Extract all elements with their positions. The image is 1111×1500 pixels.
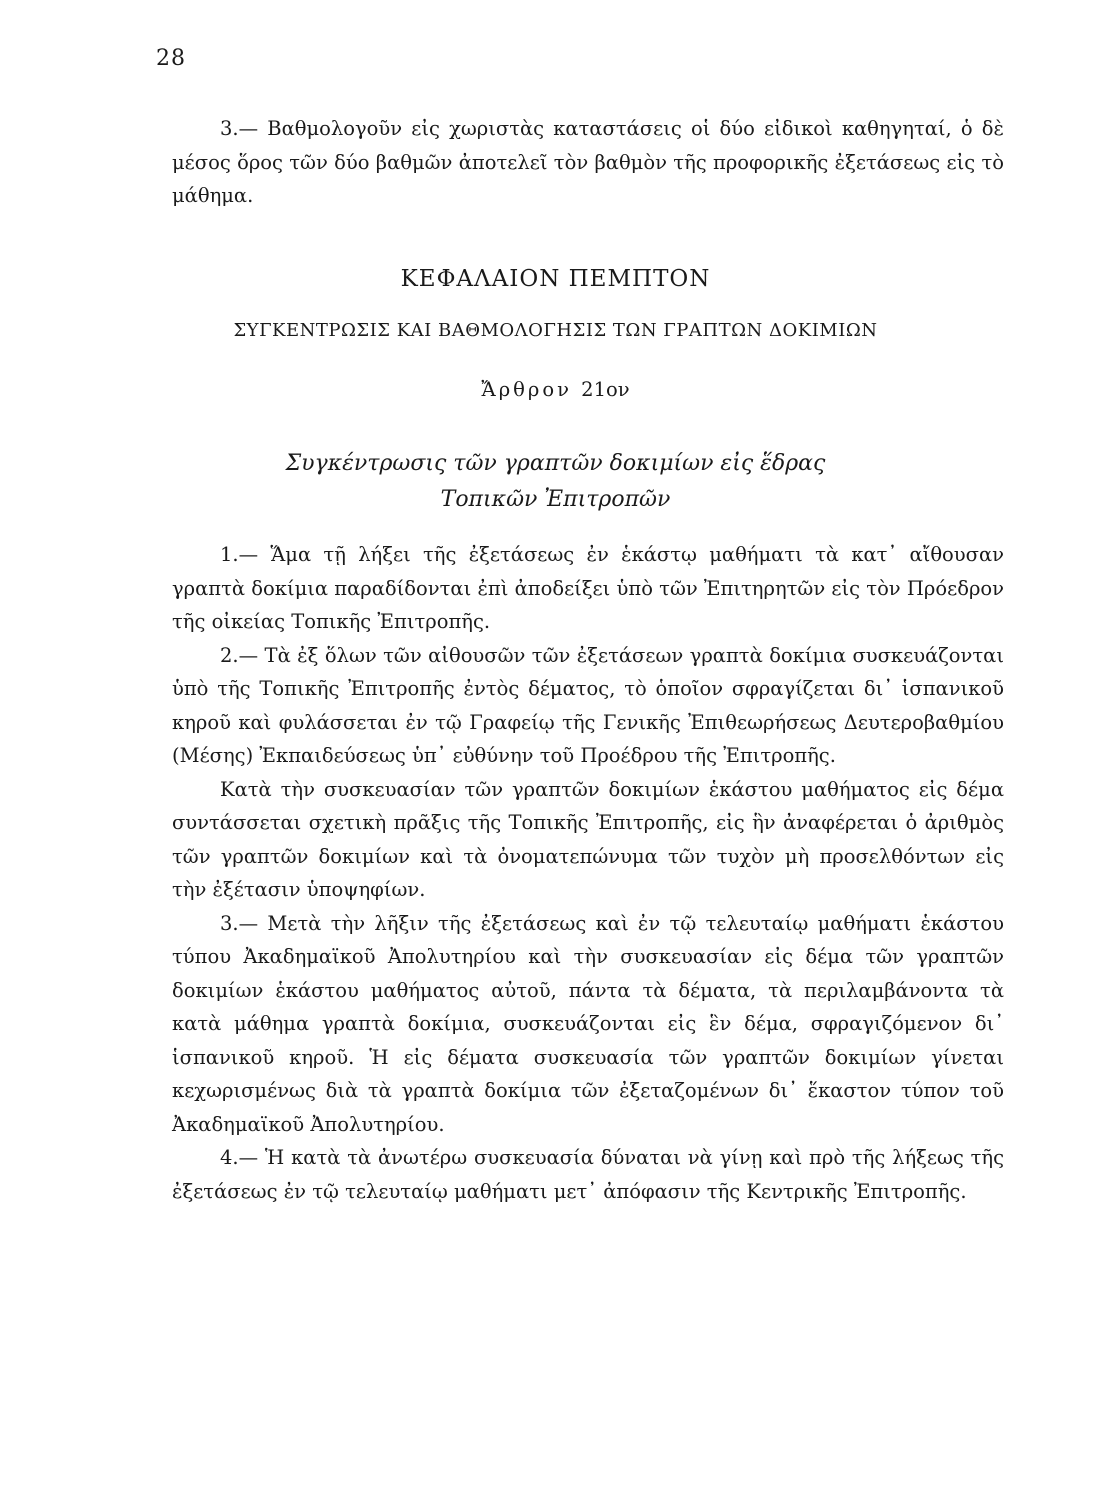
body-paragraph-2: 2.— Τὰ ἐξ ὅλων τῶν αἰθουσῶν τῶν ἐξετάσεων γραπτὰ δοκίμια συσκευάζονται ὑπὸ τῆς Τοπικῆς Ἐπιτροπῆς ἐντὸς δέματος, τὸ ὁποῖον σφραγίζεται δι᾽ ἱσπανικοῦ κηροῦ καὶ φυλάσσεται ἐν τῷ Γραφείῳ τῆς Γενικῆς Ἐπιθεωρήσεως Δευτεροβαθμίου (Μέσης) Ἐκπαιδεύσεως ὑπ᾽ εὐθύνην τοῦ Προέδρου τῆς Ἐπιτροπῆς. <box>172 643 1004 767</box>
body-paragraph-4: 3.— Μετὰ τὴν λῆξιν τῆς ἐξετάσεως καὶ ἐν τῷ τελευταίῳ μαθήματι ἑκάστου τύπου Ἀκαδημαϊκοῦ Ἀπολυτηρίου καὶ τὴν συσκευασίαν εἰς δέμα τῶν γραπτῶν δοκιμίων ἑκάστου μαθήματος αὐτοῦ, πάντα τὰ δέματα, τὰ περιλαμβάνοντα τὰ κατὰ μάθημα γραπτὰ δοκίμια, συσκευάζονται εἰς ἓν δέμα, σφραγιζόμενον δι᾽ ἱσπανικοῦ κηροῦ. Ἡ εἰς δέματα συσκευασία τῶν γραπτῶν δοκιμίων γίνεται κεχωρισμένως διὰ τὰ γραπτὰ δοκίμια τῶν ἐξεταζομένων δι᾽ ἕκαστον τύπον τοῦ Ἀκαδημαϊκοῦ Ἀπολυτηρίου. <box>172 911 1004 1136</box>
body-paragraph-5: 4.— Ἡ κατὰ τὰ ἀνωτέρω συσκευασία δύναται νὰ γίνῃ καὶ πρὸ τῆς λήξεως τῆς ἐξετάσεως ἐν τῷ τελευταίῳ μαθήματι μετ᾽ ἀπόφασιν τῆς Κεντρικῆς Ἐπιτροπῆς. <box>172 1146 1004 1203</box>
intro-section <box>172 112 1004 213</box>
article-title-line-1: Συγκέντρωσις τῶν γραπτῶν δοκιμίων εἰς ἕδρας <box>285 451 826 476</box>
article-number: 21ον <box>581 378 630 401</box>
page-number: 28 <box>156 46 186 71</box>
article-label: Ἄρθρον <box>481 378 572 401</box>
article-heading <box>0 378 1111 401</box>
intro-paragraph: 3.— Βαθμολογοῦν εἰς χωριστὰς καταστάσεις οἱ δύο εἰδικοὶ καθηγηταί, ὁ δὲ μέσος ὅρος τῶν δύο βαθμῶν ἀποτελεῖ τὸν βαθμὸν τῆς προφορικῆς ἐξετάσεως εἰς τὸ μάθημα. <box>172 117 1004 207</box>
article-title-line-2: Τοπικῶν Ἐπιτροπῶν <box>440 487 671 512</box>
article-title <box>0 446 1111 518</box>
article-body <box>172 538 1004 1208</box>
chapter-title: ΚΕΦΑΛΑΙΟΝ ΠΕΜΠΤΟΝ <box>400 266 711 292</box>
body-paragraph-1: 1.— Ἅμα τῇ λήξει τῆς ἐξετάσεως ἐν ἑκάστῳ μαθήματι τὰ κατ᾽ αἴθουσαν γραπτὰ δοκίμια παραδίδονται ἐπὶ ἀποδείξει ὑπὸ τῶν Ἐπιτηρητῶν εἰς τὸν Πρόεδρον τῆς οἰκείας Τοπικῆς Ἐπιτροπῆς. <box>172 543 1004 633</box>
body-paragraph-3: Κατὰ τὴν συσκευασίαν τῶν γραπτῶν δοκιμίων ἑκάστου μαθήματος εἰς δέμα συντάσσεται σχετικὴ πρᾶξις τῆς Τοπικῆς Ἐπιτροπῆς, εἰς ἣν ἀναφέρεται ὁ ἀριθμὸς τῶν γραπτῶν δοκιμίων καὶ τὰ ὀνοματεπώνυμα τῶν τυχὸν μὴ προσελθόντων εἰς τὴν ἐξέτασιν ὑποψηφίων. <box>172 777 1004 901</box>
chapter-subtitle: ΣΥΓΚΕΝΤΡΩΣΙΣ ΚΑΙ ΒΑΘΜΟΛΟΓΗΣΙΣ ΤΩΝ ΓΡΑΠΤΩΝ ΔΟΚΙΜΙΩΝ <box>233 320 878 341</box>
